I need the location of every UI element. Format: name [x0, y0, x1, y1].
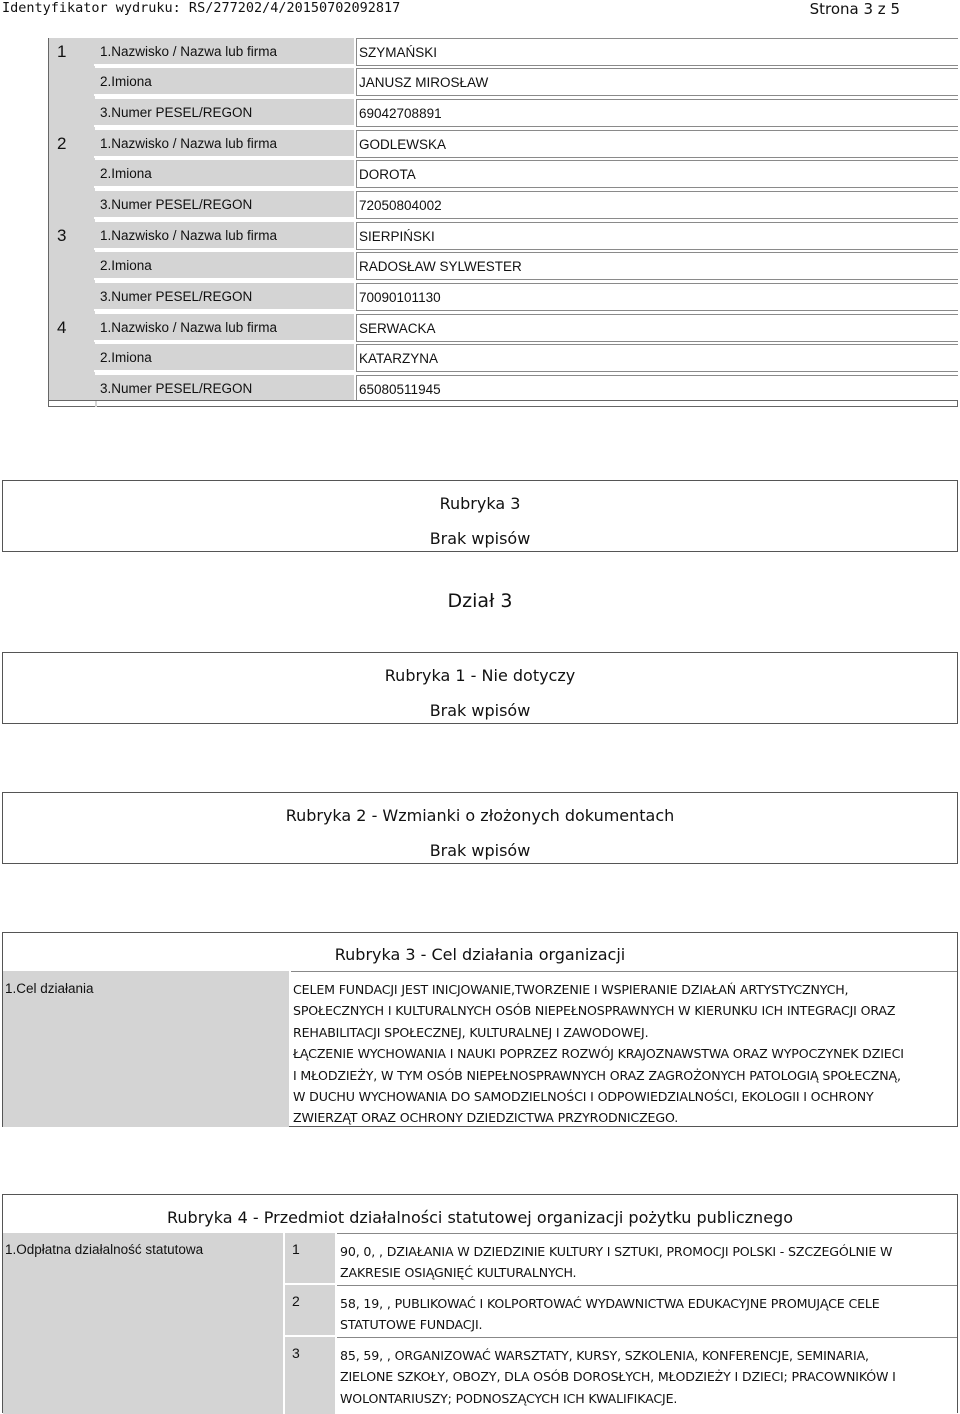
person-index-cell: [48, 130, 95, 222]
person-index-cell: [48, 314, 95, 400]
person-index: 4: [57, 318, 67, 337]
table-row: [94, 130, 958, 160]
section-title: Rubryka 3 - Cel działania organizacji: [334, 945, 626, 964]
table-row: [94, 191, 958, 221]
field-value: [291, 971, 957, 1127]
table-row: [94, 160, 958, 190]
item-text: [337, 1285, 957, 1337]
table-bottom-border: [48, 400, 958, 407]
section-title: Rubryka 3: [439, 494, 521, 513]
field-label: 3.Numer PESEL/REGON: [94, 191, 354, 219]
text-line: ZWIERZĄT ORAZ OCHRONY DZIEDZICTWA PRZYRODNICZEGO.: [293, 1110, 679, 1126]
field-value: 72050804002: [356, 191, 958, 219]
field-label: 2.Imiona: [94, 68, 354, 96]
person-index: 1: [57, 42, 67, 61]
field-value: DOROTA: [356, 160, 958, 188]
field-value: RADOSŁAW SYLWESTER: [356, 252, 958, 280]
field-label: 1.Nazwisko / Nazwa lub firma: [94, 38, 354, 66]
text-line: SPOŁECZNYCH I KULTURALNYCH OSÓB NIEPEŁNOSPRAWNYCH W KIERUNKU ICH INTEGRACJI ORAZ: [293, 1003, 896, 1019]
section-rubryka-3: [2, 480, 958, 552]
field-value: SERWACKA: [356, 314, 958, 342]
table-row: [94, 99, 958, 129]
text-line: ZIELONE SZKOŁY, OBOZY, DLA OSÓB DOROSŁYCH, MŁODZIEŻY I DZIECI; PRACOWNIKÓW I: [340, 1369, 896, 1385]
table-row: [94, 222, 958, 252]
field-label: 2.Imiona: [94, 252, 354, 280]
person-index: 3: [57, 226, 67, 245]
field-label: 2.Imiona: [94, 160, 354, 188]
person-index-cell: [48, 38, 95, 130]
section-title: Rubryka 1 - Nie dotyczy: [384, 666, 576, 685]
field-label: 3.Numer PESEL/REGON: [94, 99, 354, 127]
field-label: 1.Nazwisko / Nazwa lub firma: [94, 130, 354, 158]
person-index-cell: [48, 222, 95, 314]
field-value: 70090101130: [356, 283, 958, 311]
field-value: JANUSZ MIROSŁAW: [356, 68, 958, 96]
section-cel-dzialania: [2, 932, 958, 1127]
field-value: SIERPIŃSKI: [356, 222, 958, 250]
table-row: [94, 252, 958, 282]
field-label: 3.Numer PESEL/REGON: [94, 375, 354, 403]
section-rubryka-1: [2, 652, 958, 724]
table-row: [94, 314, 958, 344]
field-value: 69042708891: [356, 99, 958, 127]
field-label: 1.Nazwisko / Nazwa lub firma: [94, 222, 354, 250]
field-label: 1.Odpłatna działalność statutowa: [3, 1233, 283, 1414]
field-label: 1.Cel działania: [3, 971, 289, 1127]
section-rubryka-2: [2, 792, 958, 864]
item-text: [337, 1337, 957, 1414]
person-index: 2: [57, 134, 67, 153]
table-row: [94, 38, 958, 68]
item-number: 2: [285, 1285, 335, 1335]
text-line: ZAKRESIE OSIĄGNIĘĆ KULTURALNYCH.: [340, 1265, 577, 1281]
section-status: Brak wpisów: [429, 701, 531, 720]
text-line: WOLONTARIUSZY; PODNOSZĄCYCH ICH KWALIFIKACJE.: [340, 1390, 678, 1406]
field-value: SZYMAŃSKI: [356, 38, 958, 66]
field-value: KATARZYNA: [356, 344, 958, 372]
field-value: 65080511945: [356, 375, 958, 403]
table-row: [94, 68, 958, 98]
field-label: 1.Nazwisko / Nazwa lub firma: [94, 314, 354, 342]
table-row: [94, 283, 958, 313]
section-title: Rubryka 2 - Wzmianki o złożonych dokumentach: [285, 806, 675, 825]
item-text: [337, 1233, 957, 1285]
text-line: 58, 19, , PUBLIKOWAĆ I KOLPORTOWAĆ WYDAWNICTWA EDUKACYJNE PROMUJĄCE CELE: [340, 1296, 880, 1311]
print-identifier: Identyfikator wydruku: RS/277202/4/20150702092817: [2, 0, 401, 16]
item-number: 3: [285, 1337, 335, 1414]
table-row: [94, 344, 958, 374]
divider: [95, 401, 97, 407]
section-status: Brak wpisów: [429, 841, 531, 860]
text-line: I MŁODZIEŻY, W TYM OSÓB NIEPEŁNOSPRAWNYCH ORAZ ZAGROŻONYCH PATOLOGIĄ SPOŁECZNĄ,: [293, 1067, 901, 1083]
text-line: ŁĄCZENIE WYCHOWANIA I NAUKI POPRZEZ ROZWÓJ KRAJOZNAWSTWA ORAZ WYPOCZYNEK DZIECI: [293, 1046, 904, 1062]
persons-table: [48, 38, 958, 406]
field-label: 2.Imiona: [94, 344, 354, 372]
text-line: STATUTOWE FUNDACJI.: [340, 1317, 483, 1333]
text-line: CELEM FUNDACJI JEST INICJOWANIE,TWORZENIE I WSPIERANIE DZIAŁAŃ ARTYSTYCZNYCH,: [293, 982, 849, 997]
page-number: Strona 3 z 5: [809, 0, 900, 18]
field-value: GODLEWSKA: [356, 130, 958, 158]
item-number: 1: [285, 1233, 335, 1283]
text-line: W DUCHU WYCHOWANIA DO SAMODZIELNOŚCI I ODPOWIEDZIALNOŚCI, EKOLOGII I OCHRONY: [293, 1089, 874, 1105]
field-label: 3.Numer PESEL/REGON: [94, 283, 354, 311]
section-title: Rubryka 4 - Przedmiot działalności statutowej organizacji pożytku publicznego: [167, 1208, 793, 1227]
section-status: Brak wpisów: [429, 529, 531, 548]
division-title: Dział 3: [447, 590, 513, 612]
text-line: REHABILITACJI SPOŁECZNEJ, KULTURALNEJ I ZAWODOWEJ.: [293, 1024, 649, 1040]
section-przedmiot-dzialalnosci: [2, 1194, 958, 1413]
text-line: 90, 0, , DZIAŁANIA W DZIEDZINIE KULTURY I SZTUKI, PROMOCJI POLSKI - SZCZEGÓLNIE W: [340, 1244, 893, 1259]
text-line: 85, 59, , ORGANIZOWAĆ WARSZTATY, KURSY, SZKOLENIA, KONFERENCJE, SEMINARIA,: [340, 1348, 869, 1363]
